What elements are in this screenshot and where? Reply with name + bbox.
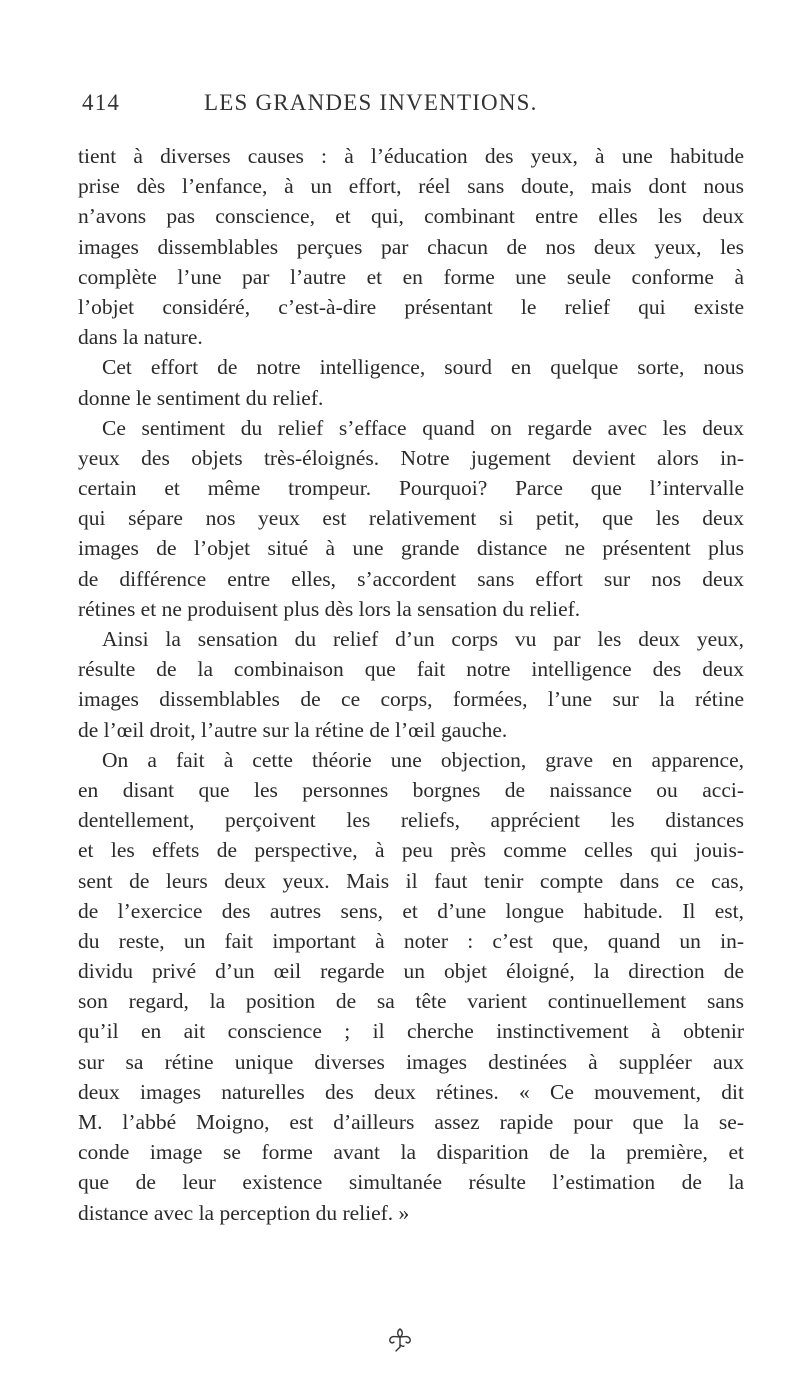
text-line: l’objet considéré, c’est-à-dire présentant le relief qui existe <box>78 294 744 319</box>
text-line: certain et même trompeur. Pourquoi? Parce que l’intervalle <box>78 476 744 501</box>
text-line: en disant que les personnes borgnes de naissance ou acci- <box>78 777 744 802</box>
page-number: 414 <box>82 90 121 115</box>
text-line: dans la nature. <box>78 325 203 350</box>
body-text <box>78 141 744 1228</box>
text-line: de l’exercice des autres sens, et d’une longue habitude. Il est, <box>78 898 744 923</box>
text-line: images de l’objet situé à une grande distance ne présentent plus <box>78 536 744 561</box>
text-line: images dissemblables perçues par chacun de nos deux yeux, les <box>78 234 744 259</box>
text-line: son regard, la position de sa tête varient continuellement sans <box>78 989 744 1014</box>
text-line: yeux des objets très-éloignés. Notre jugement devient alors in- <box>78 445 744 470</box>
text-line: On a fait à cette théorie une objection, grave en apparence, <box>102 747 744 772</box>
running-title: LES GRANDES INVENTIONS. <box>204 90 538 115</box>
text-line: Ainsi la sensation du relief d’un corps vu par les deux yeux, <box>102 627 744 651</box>
text-line: Cet effort de notre intelligence, sourd en quelque sorte, nous <box>102 355 744 380</box>
text-line: Ce sentiment du relief s’efface quand on regarde avec les deux <box>102 415 744 440</box>
text-line: qu’il en ait conscience ; il cherche instinctivement à obtenir <box>78 1019 744 1044</box>
text-line: de l’œil droit, l’autre sur la rétine de l’œil gauche. <box>78 717 508 742</box>
text-line: rétines et ne produisent plus dès lors la sensation du relief. <box>78 596 581 621</box>
text-line: deux images naturelles des deux rétines. « Ce mouvement, dit <box>78 1079 744 1104</box>
fleuron-ornament-icon <box>384 1325 416 1353</box>
text-line: dividu privé d’un œil regarde un objet éloigné, la direction de <box>78 959 744 984</box>
text-line: complète l’une par l’autre et en forme une seule conforme à <box>78 264 744 289</box>
text-line: images dissemblables de ce corps, formées, l’une sur la rétine <box>78 687 744 712</box>
text-line: du reste, un fait important à noter : c’est que, quand un in- <box>78 928 744 953</box>
text-line: dentellement, perçoivent les reliefs, apprécient les distances <box>78 808 744 833</box>
text-line: que de leur existence simultanée résulte l’estimation de la <box>78 1170 744 1195</box>
text-line: tient à diverses causes : à l’éducation des yeux, à une habitude <box>78 144 744 168</box>
text-line: sur sa rétine unique diverses images destinées à suppléer aux <box>78 1049 744 1074</box>
text-line: M. l’abbé Moigno, est d’ailleurs assez rapide pour que la se- <box>78 1110 744 1134</box>
running-head <box>82 90 732 122</box>
text-line: et les effets de perspective, à peu près comme celles qui jouis- <box>78 838 744 863</box>
text-line: qui sépare nos yeux est relativement si petit, que les deux <box>78 506 744 531</box>
text-line: prise dès l’enfance, à un effort, réel sans doute, mais dont nous <box>78 174 744 199</box>
text-line: donne le sentiment du relief. <box>78 385 324 410</box>
text-line: sent de leurs deux yeux. Mais il faut tenir compte dans ce cas, <box>78 868 744 893</box>
text-line: distance avec la perception du relief. » <box>78 1200 410 1225</box>
text-line: n’avons pas conscience, et qui, combinant entre elles les deux <box>78 204 744 229</box>
text-line: résulte de la combinaison que fait notre intelligence des deux <box>78 657 744 682</box>
text-line: conde image se forme avant la disparition de la première, et <box>78 1140 744 1165</box>
text-line: de différence entre elles, s’accordent sans effort sur nos deux <box>78 566 744 591</box>
